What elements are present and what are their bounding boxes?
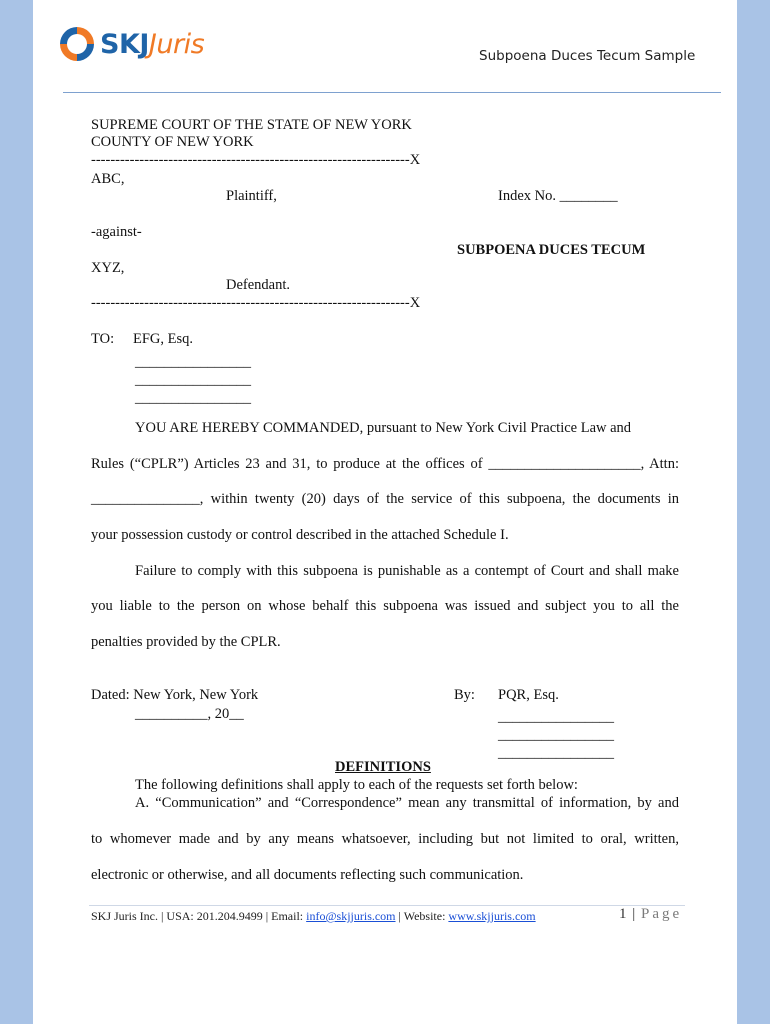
footer-website-label: | Website: [395,909,449,923]
signer-name: PQR, Esq. [498,687,559,703]
signer-blank: ________________ [498,709,614,725]
to-label: TO: [91,331,115,347]
recipient-address-blank: ________________ [135,372,251,388]
recipient-address-blank: ________________ [135,354,251,370]
document-page [33,0,737,1024]
footer-divider [89,905,685,906]
right-margin-band [737,0,770,1024]
definition-a-line-3: electronic or otherwise, and all documents reflecting such communication. [91,867,524,883]
page-number [619,906,682,923]
command-line-3: _______________, within twenty (20) days of the service of this subpoena, the documents in [91,491,679,507]
dated-line: Dated: New York, New York [91,687,259,703]
defendant-name: XYZ, [91,260,125,276]
by-label: By: [454,687,475,703]
plaintiff-name: ABC, [91,171,125,187]
command-line-2: Rules (“CPLR”) Articles 23 and 31, to produce at the offices of _____________________, Attn: [91,456,679,472]
header-divider [63,92,721,93]
skjjuris-logo [57,24,204,64]
failure-line-3: penalties provided by the CPLR. [91,634,281,650]
definitions-heading: DEFINITIONS [335,759,431,775]
definition-a-line-1: A. “Communication” and “Correspondence” mean any transmittal of information, by and [135,795,679,811]
caption-rule-top: ------------------------------------------------------------------X [91,152,421,168]
index-number: Index No. ________ [498,188,618,204]
signer-blank: ________________ [498,745,614,761]
recipient-name: EFG, Esq. [133,331,194,347]
definitions-intro: The following definitions shall apply to each of the requests set forth below: [135,777,578,793]
header-title: Subpoena Duces Tecum Sample [479,48,696,64]
logo-skj-text: SKJ [100,28,149,60]
caption-rule-bottom: ------------------------------------------------------------------X [91,295,421,311]
signer-blank: ________________ [498,727,614,743]
command-line-4: your possession custody or control described in the attached Schedule I. [91,527,509,543]
defendant-label: Defendant. [226,277,291,293]
logo-juris-text: Juris [148,28,205,60]
footer-email-link[interactable]: info@skjjuris.com [306,909,396,923]
footer-contact [91,909,536,924]
court-name: SUPREME COURT OF THE STATE OF NEW YORK [91,117,412,133]
county-name: COUNTY OF NEW YORK [91,134,254,150]
definition-a-line-2: to whomever made and by any means whatsoever, including but not limited to oral, written, [91,831,679,847]
left-margin-band [0,0,33,1024]
footer-company-phone: SKJ Juris Inc. | USA: 201.204.9499 | Email: [91,909,307,923]
against-label: -against- [91,224,142,240]
page-word: Page [641,906,683,922]
footer-website-link[interactable]: www.skjjuris.com [448,909,536,923]
recipient-address-blank: ________________ [135,390,251,406]
date-blank: __________, 20__ [135,706,244,722]
failure-line-2: you liable to the person on whose behalf this subpoena was issued and subject you to all the [91,598,679,614]
command-line-1: YOU ARE HEREBY COMMANDED, pursuant to New York Civil Practice Law and [135,420,632,436]
failure-line-1: Failure to comply with this subpoena is punishable as a contempt of Court and shall make [135,563,679,579]
document-title: SUBPOENA DUCES TECUM [457,242,646,258]
plaintiff-label: Plaintiff, [226,188,277,204]
page-number-value: 1 | [619,906,642,922]
logo-ring-icon [57,24,97,64]
